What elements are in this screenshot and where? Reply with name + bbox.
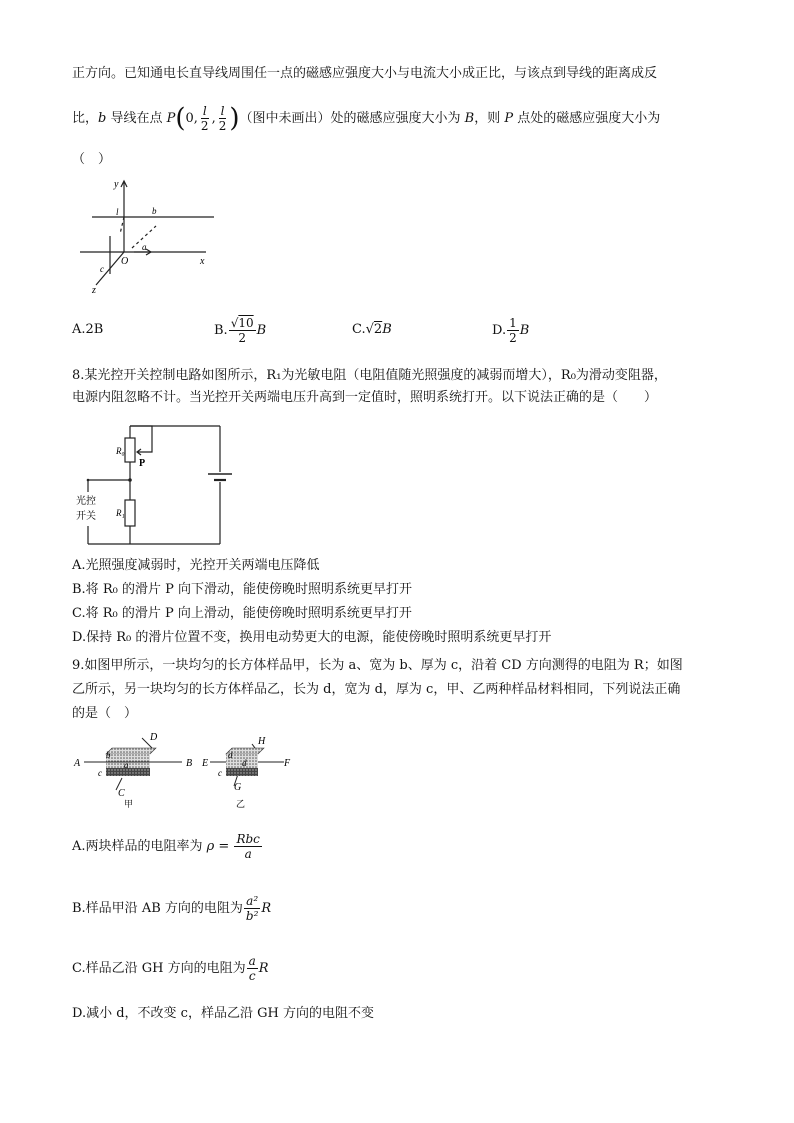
label-b-width: b [106, 750, 111, 760]
q9-text-line1: 9.如图甲所示，一块均匀的长方体样品甲，长为 a、宽为 b、厚为 c，沿着 CD 方向测得的电阻为 R；如图 [72, 658, 683, 673]
axis-z-label: z [92, 285, 96, 296]
q8-text-line2: 电源内阻忽略不计。当光控开关两端电压升高到一定值时，照明系统打开。以下说法正确的是（ ） [72, 390, 658, 405]
q9-option-d[interactable]: D.减小 d，不改变 c，样品乙沿 GH 方向的电阻不变 [72, 1006, 374, 1021]
switch-label-1: 光控 [76, 496, 96, 507]
q8-text-line1: 8.某光控开关控制电路如图所示，R₁为光敏电阻（电阻值随光照强度的减弱而增大），R₀为滑动变阻器， [72, 368, 667, 383]
q8-option-a[interactable]: A.光照强度减弱时，光控开关两端电压降低 [72, 558, 320, 573]
length-l-label: l [116, 207, 119, 217]
q9-option-c[interactable]: C.样品乙沿 GH 方向的电阻为 $\frac{a}{c}$ R [72, 954, 269, 983]
wire-c-label: c [100, 264, 104, 274]
q9-option-a[interactable]: A.两块样品的电阻率为 ρ = $\frac{\text{Rbc}}{a}$ [72, 832, 260, 861]
label-d-width: d [228, 750, 233, 760]
label-c-thick: c [98, 768, 102, 778]
q8-option-c[interactable]: C.将 R₀ 的滑片 P 向上滑动，能使傍晚时照明系统更早打开 [72, 606, 412, 621]
q7-option-d[interactable]: D. $\frac{1}{2}$ B [492, 316, 530, 345]
q7-option-a[interactable]: A.2B [72, 322, 104, 337]
r1-label: R₁ [116, 508, 125, 518]
origin-label: O [121, 256, 129, 267]
label-jia: 甲 [124, 799, 134, 809]
label-E: E [202, 758, 209, 769]
q7-text-line2: 比，b 导线在点 P(0, $\frac{l}{2}$ , $\frac{l}{2}$ )（图中未画出）处的磁感应强度大小为 B，则 P 点处的磁感应强度大小为 [72, 103, 661, 134]
slider-p-label: P [139, 458, 146, 469]
r0-label: R₀ [116, 446, 125, 456]
q9-text-line2: 乙所示，另一块均匀的长方体样品乙，长为 d，宽为 d，厚为 c，甲、乙两种样品材料相同，下列说法正确 [72, 682, 681, 697]
q9-text-line3: 的是（ ） [72, 706, 138, 721]
q7-figure [76, 172, 226, 297]
q9-figure [72, 730, 312, 810]
label-c2-thick: c [218, 768, 222, 778]
axis-x-label: x [200, 256, 205, 267]
q7-bracket: （ ） [72, 152, 112, 167]
q8-option-d[interactable]: D.保持 R₀ 的滑片位置不变，换用电动势更大的电源，能使傍晚时照明系统更早打开 [72, 630, 552, 645]
label-A: A [74, 758, 81, 769]
q8-option-b[interactable]: B.将 R₀ 的滑片 P 向下滑动，能使傍晚时照明系统更早打开 [72, 582, 412, 597]
q8-circuit-figure [72, 416, 232, 551]
label-a-length: a [124, 760, 129, 770]
switch-label-2: 开关 [76, 511, 96, 522]
label-B: B [186, 758, 193, 769]
q7-option-b[interactable]: B. $\frac{√10}{2}$ B [214, 316, 267, 345]
label-D: D [150, 732, 158, 743]
label-yi: 乙 [236, 799, 246, 809]
label-C: C [118, 788, 125, 799]
label-d-length: d [242, 758, 247, 768]
axis-y-label: y [114, 179, 119, 190]
q7-option-c[interactable]: C.√2B [352, 322, 392, 337]
label-F: F [284, 758, 291, 769]
q7-text-line1: 正方向。已知通电长直导线周围任一点的磁感应强度大小与电流大小成正比，与该点到导线的距离成反 [72, 66, 658, 81]
wire-a-label: a [142, 242, 147, 252]
label-H: H [258, 736, 266, 747]
label-G: G [234, 782, 242, 793]
wire-b-label: b [152, 206, 157, 216]
q9-option-b[interactable]: B.样品甲沿 AB 方向的电阻为 $\frac{\text{a²}}{\text{b²}}$ R [72, 894, 272, 923]
